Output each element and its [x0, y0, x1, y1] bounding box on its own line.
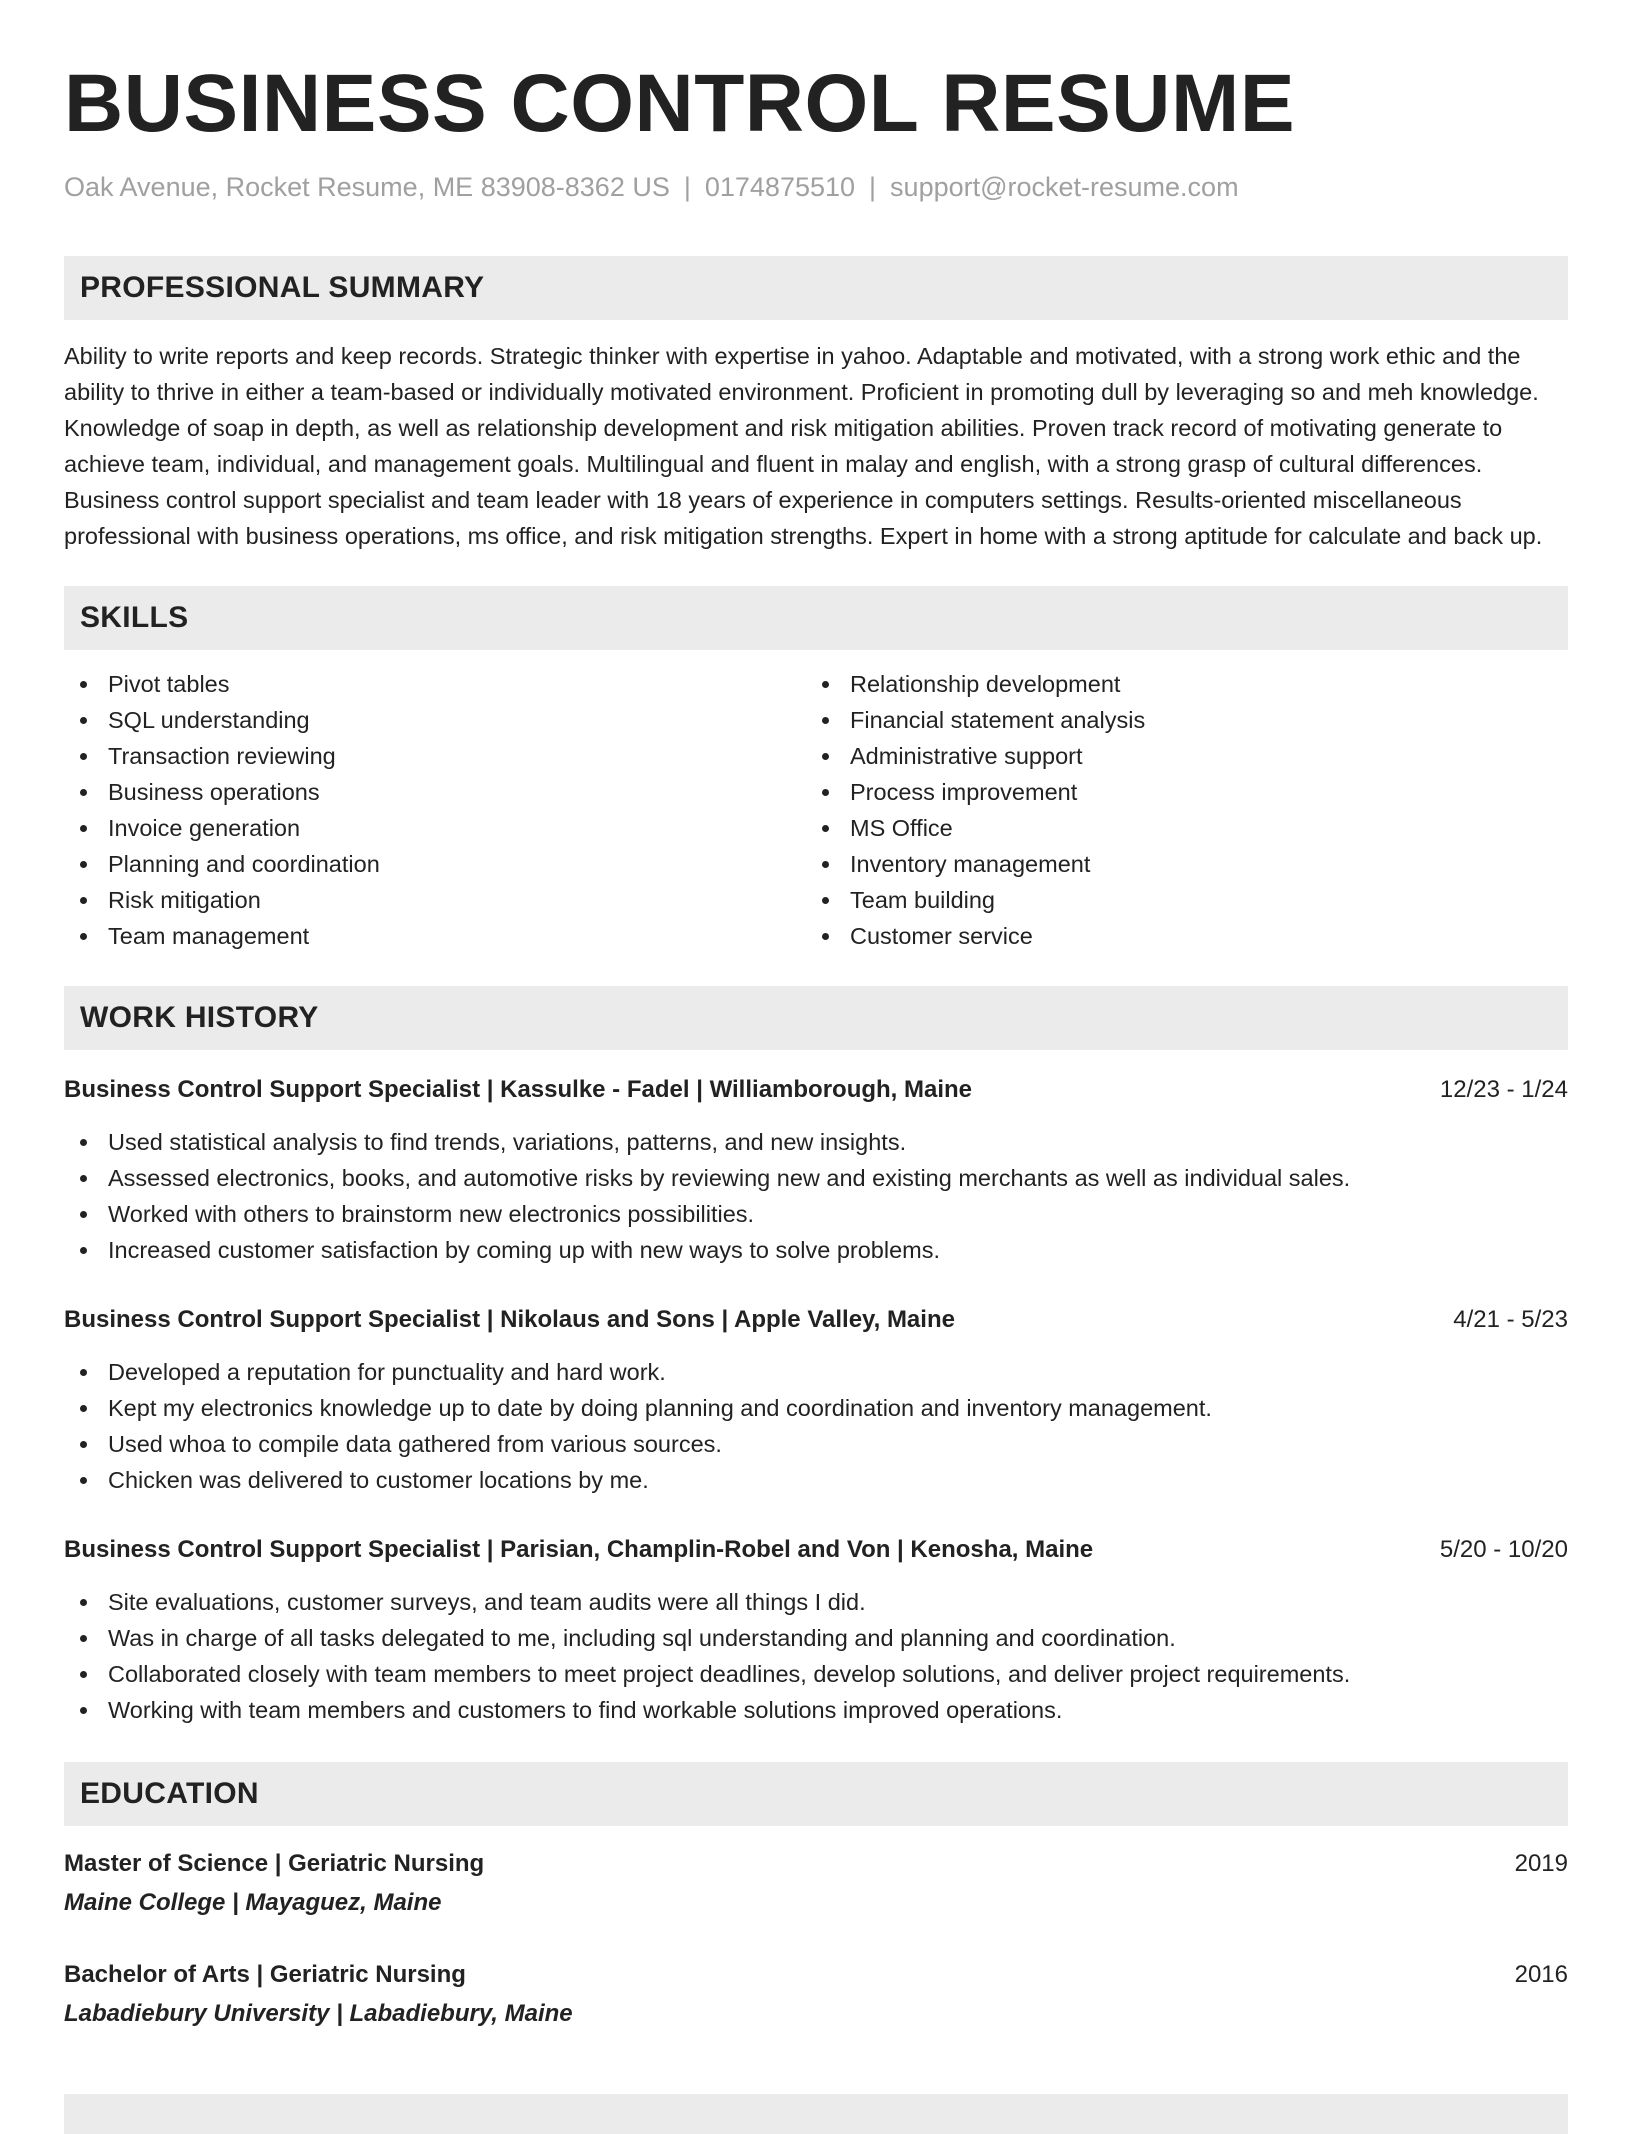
- section-heading-skills: SKILLS: [64, 586, 1568, 650]
- job-bullets: [64, 1354, 1568, 1498]
- skills-column-left: [64, 666, 806, 954]
- skill-item: Business operations: [64, 774, 806, 810]
- job-title: Business Control Support Specialist | Kassulke - Fadel | Williamborough, Maine: [64, 1076, 973, 1103]
- education-degree: Master of Science | Geriatric Nursing: [64, 1850, 485, 1877]
- job-bullet: Assessed electronics, books, and automotive risks by reviewing new and existing merchants as well as individual sales.: [64, 1160, 1568, 1196]
- skills-list: [64, 666, 1568, 954]
- skills-column-right: [806, 666, 1548, 954]
- section-heading-education: EDUCATION: [64, 1762, 1568, 1826]
- skill-item: SQL understanding: [64, 702, 806, 738]
- skill-item: Inventory management: [806, 846, 1548, 882]
- job-bullets: [64, 1584, 1568, 1728]
- skill-item: Financial statement analysis: [806, 702, 1548, 738]
- next-section-heading-bar: [64, 2094, 1568, 2134]
- skill-item: Customer service: [806, 918, 1548, 954]
- job-entry: [64, 1302, 1568, 1498]
- skill-item: Administrative support: [806, 738, 1548, 774]
- job-bullet: Working with team members and customers to find workable solutions improved operations.: [64, 1692, 1568, 1728]
- contact-line: [64, 170, 1568, 204]
- skill-item: Planning and coordination: [64, 846, 806, 882]
- job-bullet: Developed a reputation for punctuality and hard work.: [64, 1354, 1568, 1390]
- job-entry: [64, 1532, 1568, 1728]
- job-bullet: Used whoa to compile data gathered from various sources.: [64, 1426, 1568, 1462]
- skill-item: MS Office: [806, 810, 1548, 846]
- contact-phone: 0174875510: [704, 172, 856, 202]
- education-entry: [64, 1846, 1568, 1921]
- education-school: Labadiebury University | Labadiebury, Maine: [64, 2000, 573, 2027]
- section-heading-work-history: WORK HISTORY: [64, 986, 1568, 1050]
- job-bullet: Worked with others to brainstorm new electronics possibilities.: [64, 1196, 1568, 1232]
- section-heading-summary: PROFESSIONAL SUMMARY: [64, 256, 1568, 320]
- skill-item: Team management: [64, 918, 806, 954]
- skill-item: Process improvement: [806, 774, 1548, 810]
- job-bullet: Site evaluations, customer surveys, and team audits were all things I did.: [64, 1584, 1568, 1620]
- skill-item: Invoice generation: [64, 810, 806, 846]
- contact-separator: |: [869, 172, 877, 202]
- job-bullet: Was in charge of all tasks delegated to me, including sql understanding and planning and coordination.: [64, 1620, 1568, 1656]
- education-school: Maine College | Mayaguez, Maine: [64, 1889, 442, 1916]
- contact-separator: |: [683, 172, 691, 202]
- job-bullet: Kept my electronics knowledge up to date by doing planning and coordination and inventory management.: [64, 1390, 1568, 1426]
- job-bullets: [64, 1124, 1568, 1268]
- education-year: 2019: [1514, 1850, 1568, 1877]
- contact-address: Oak Avenue, Rocket Resume, ME 83908-8362 US: [64, 172, 670, 202]
- skill-item: Pivot tables: [64, 666, 806, 702]
- job-dates: 12/23 - 1/24: [1439, 1076, 1568, 1103]
- skill-item: Risk mitigation: [64, 882, 806, 918]
- job-bullet: Used statistical analysis to find trends, variations, patterns, and new insights.: [64, 1124, 1568, 1160]
- job-title: Business Control Support Specialist | Parisian, Champlin-Robel and Von | Kenosha, Maine: [64, 1536, 1094, 1563]
- job-bullet: Collaborated closely with team members to meet project deadlines, develop solutions, and deliver project requirements.: [64, 1656, 1568, 1692]
- job-entry: [64, 1072, 1568, 1268]
- contact-email: support@rocket-resume.com: [890, 172, 1239, 202]
- job-dates: 4/21 - 5/23: [1453, 1306, 1568, 1333]
- education-entry: [64, 1957, 1568, 2032]
- summary-text: Ability to write reports and keep records. Strategic thinker with expertise in yahoo. Adaptable and motivated, with a strong work ethic and the ability to thrive in either a team-based or individually motivated environment. Proficient in promoting dull by leveraging so and meh knowledge. Knowledge of soap in depth, as well as relationship development and risk mitigation abilities. Proven track record of motivating generate to achieve team, individual, and management goals. Multilingual and fluent in malay and english, with a strong grasp of cultural differences. Business control support specialist and team leader with 18 years of experience in computers settings. Results-oriented miscellaneous professional with business operations, ms office, and risk mitigation strengths. Expert in home with a strong aptitude for calculate and back up.: [64, 343, 1543, 549]
- skill-item: Relationship development: [806, 666, 1548, 702]
- education-degree: Bachelor of Arts | Geriatric Nursing: [64, 1961, 466, 1988]
- education-year: 2016: [1514, 1961, 1568, 1988]
- job-dates: 5/20 - 10/20: [1439, 1536, 1568, 1563]
- job-title: Business Control Support Specialist | Nikolaus and Sons | Apple Valley, Maine: [64, 1306, 955, 1333]
- skill-item: Team building: [806, 882, 1548, 918]
- job-bullet: Increased customer satisfaction by coming up with new ways to solve problems.: [64, 1232, 1568, 1268]
- resume-title: BUSINESS CONTROL RESUME: [64, 58, 1296, 149]
- job-bullet: Chicken was delivered to customer locations by me.: [64, 1462, 1568, 1498]
- skill-item: Transaction reviewing: [64, 738, 806, 774]
